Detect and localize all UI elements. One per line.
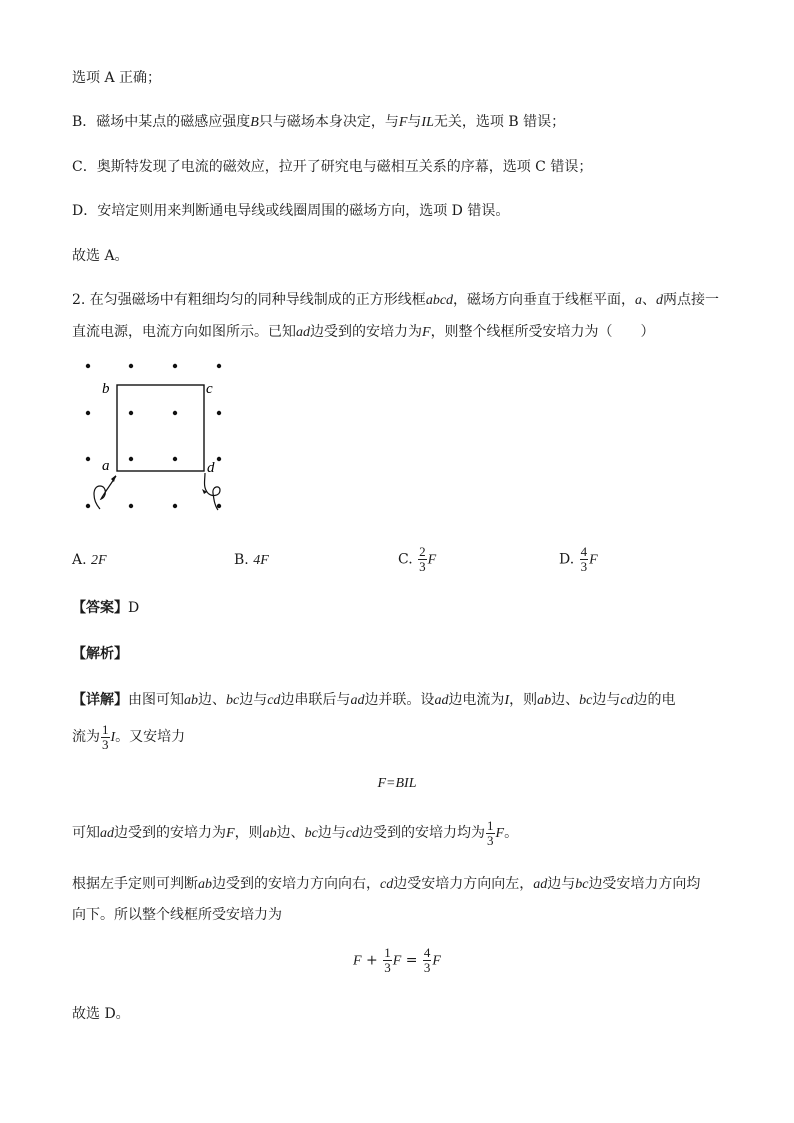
field-dot [129, 457, 133, 461]
question-line: 2. 在匀强磁场中有粗细均匀的同种导线制成的正方形线框abcd，磁场方向垂直于线框平面，a、d两点接一 [72, 292, 720, 308]
option-c[interactable]: C. $\frac{2}{3}$ F [398, 544, 437, 574]
label-a: a [102, 458, 110, 474]
option-a[interactable]: A. 2F [72, 552, 107, 568]
conclusion-line: 故选 D。 [72, 1006, 130, 1022]
label-d: d [207, 460, 215, 476]
field-dot [86, 457, 90, 461]
analysis-heading: 【解析】 [72, 646, 128, 662]
field-dot [173, 411, 177, 415]
fraction: $\frac{4}{3}$ [423, 945, 431, 975]
question-line: 直流电源，电流方向如图所示。已知ad边受到的安培力为F，则整个线框所受安培力为（ ） [72, 324, 655, 340]
circuit-figure [74, 352, 244, 522]
field-dot [217, 411, 221, 415]
fraction: $\frac{4}{3}$ [580, 544, 588, 574]
field-dot [173, 364, 177, 368]
field-dot [217, 457, 221, 461]
label-c: c [206, 381, 213, 397]
fraction: $\frac{2}{3}$ [419, 544, 426, 574]
formula-ampere-force: F=BIL [377, 776, 417, 791]
label-b: b [102, 381, 110, 397]
option-d[interactable]: D. $\frac{4}{3}$ F [559, 544, 598, 574]
field-dot [129, 411, 133, 415]
field-dot [217, 364, 221, 368]
text-line: B．磁场中某点的磁感应强度B只与磁场本身决定，与F与IL无关，选项 B 错误； [72, 114, 566, 130]
lead-wire-a [94, 476, 116, 509]
answer-line: 【答案】D [72, 600, 140, 616]
detail-line: 根据左手定则可判断ab边受到的安培力方向向右，cd边受安培力方向向左，ad边与bc边受安培力方向均 [72, 876, 701, 892]
detail-line: 向下。所以整个线框所受安培力为 [72, 907, 282, 923]
field-dot [86, 364, 90, 368]
detail-line: 【详解】由图可知ab边、bc边与cd边串联后与ad边并联。设ad边电流为I，则ab边、bc边与cd边的电 [72, 692, 676, 708]
fraction: $\frac{1}{3}$ [487, 817, 494, 848]
field-dot [129, 504, 133, 508]
detail-line: 流为 $\frac{1}{3}$ I。又安培力 [72, 721, 186, 752]
field-dot [217, 504, 221, 508]
field-dot [173, 457, 177, 461]
current-arrow-a [111, 475, 116, 482]
option-b[interactable]: B. 4F [234, 552, 269, 568]
field-dot [86, 411, 90, 415]
fraction: $\frac{1}{3}$ [102, 721, 109, 752]
field-dot [86, 504, 90, 508]
field-dot [129, 364, 133, 368]
text-line: 故选 A。 [72, 248, 129, 264]
text-line: D．安培定则用来判断通电导线或线圈周围的磁场方向，选项 D 错误。 [72, 203, 510, 219]
detail-line: 可知ad边受到的安培力为F，则ab边、bc边与cd边受到的安培力均为 $\frac{1}{3}$ F。 [72, 817, 519, 848]
fraction: $\frac{1}{3}$ [384, 945, 391, 975]
field-dot [173, 504, 177, 508]
text-line: C．奥斯特发现了电流的磁效应，拉开了研究电与磁相互关系的序幕，选项 C 错误； [72, 159, 593, 175]
formula-total-force: F + $\frac{1}{3}$ F = $\frac{4}{3}$ F [353, 945, 441, 975]
text-line: 选项 A 正确； [72, 70, 162, 86]
